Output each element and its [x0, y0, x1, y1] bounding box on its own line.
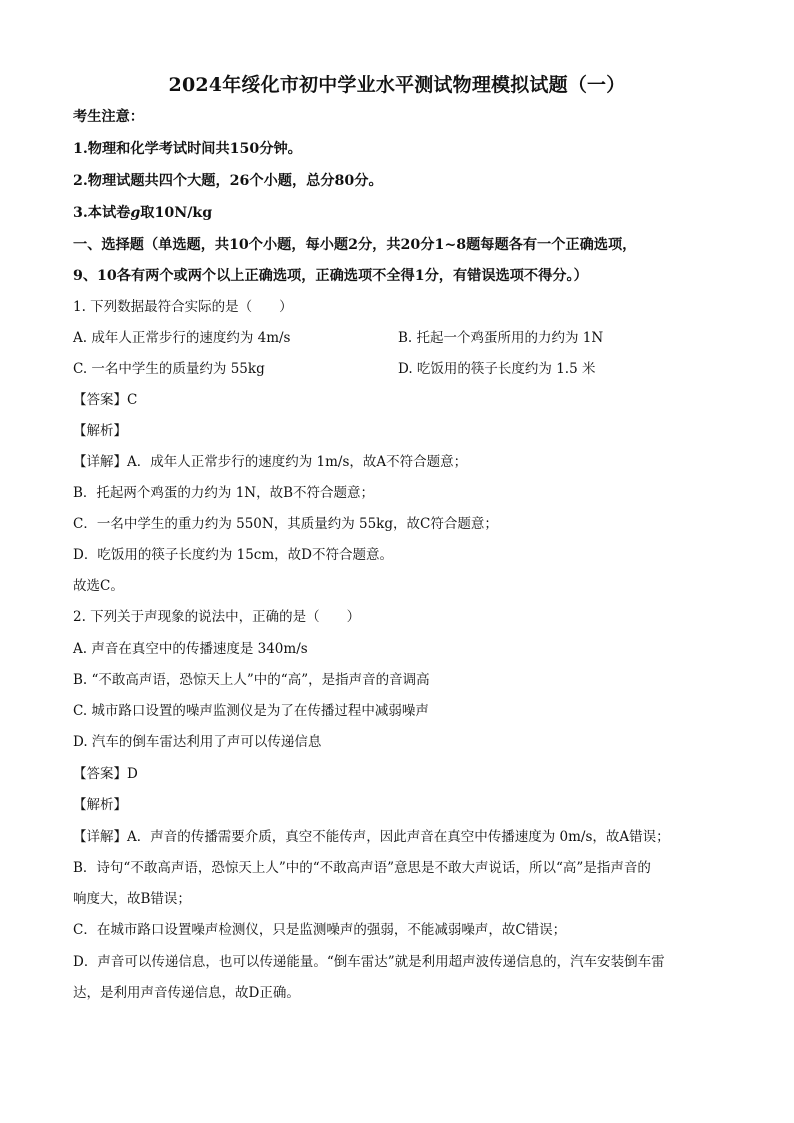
section-heading-line-1: 一、选择题（单选题，共10个小题，每小题2分，共20分1~8题每题各有一个正确选项， [73, 237, 637, 253]
question-2-option-a: A. 声音在真空中的传播速度是 340m/s [73, 641, 308, 657]
question-2-answer: 【答案】D [73, 766, 138, 782]
question-1-conclusion: 故选C。 [73, 578, 124, 594]
question-2-option-c: C. 城市路口设置的噪声监测仪是为了在传播过程中减弱噪声 [73, 703, 429, 719]
question-2-detail-line: 达，是利用声音传递信息，故D正确。 [73, 985, 300, 1001]
question-2-detail-line: 【详解】A．声音的传播需要介质，真空不能传声，因此声音在真空中传播速度为 0m/s，故A错误； [73, 829, 670, 845]
question-2-detail-line: 响度大，故B错误； [73, 891, 191, 907]
question-1-option-b: B. 托起一个鸡蛋所用的力约为 1N [398, 330, 604, 346]
notice-item-2: 2.物理试题共四个大题，26个小题，总分80分。 [73, 173, 383, 189]
question-2-detail-line: B．诗句“不敢高声语，恐惊天上人”中的“不敢高声语”意思是不敢大声说话，所以“高”是指声音的 [73, 860, 651, 876]
question-1-option-d: D. 吃饭用的筷子长度约为 1.5 米 [398, 361, 596, 377]
question-1-stem: 1. 下列数据最符合实际的是（ ） [73, 299, 293, 315]
section-heading-line-2: 9、10各有两个或两个以上正确选项，正确选项不全得1分，有错误选项不得分。） [73, 268, 588, 284]
question-1-detail-line: 【详解】A．成年人正常步行的速度约为 1m/s，故A不符合题意； [73, 454, 468, 470]
notice-item-3 [73, 203, 212, 223]
question-1-answer: 【答案】C [73, 392, 138, 408]
question-2-option-d: D. 汽车的倒车雷达利用了声可以传递信息 [73, 734, 322, 750]
question-1-detail-line: B．托起两个鸡蛋的力约为 1N，故B不符合题意； [73, 485, 375, 501]
notice-heading: 考生注意： [73, 109, 144, 125]
question-1-option-c: C. 一名中学生的质量约为 55kg [73, 361, 265, 377]
question-2-option-b: B. “不敢高声语，恐惊天上人”中的“高”，是指声音的音调高 [73, 672, 430, 688]
question-2-detail-line: D．声音可以传递信息，也可以传递能量。“倒车雷达”就是利用超声波传递信息的，汽车安装倒车雷 [73, 954, 665, 970]
page-title: 2024年绥化市初中学业水平测试物理模拟试题（一） [168, 74, 626, 96]
notice-item-3-prefix: 3.本试卷 [73, 205, 131, 221]
question-1-detail-line: C．一名中学生的重力约为 550N，其质量约为 55kg，故C符合题意； [73, 516, 498, 532]
question-2-analysis-label: 【解析】 [73, 797, 127, 813]
question-2-detail-line: C．在城市路口设置噪声检测仪，只是监测噪声的强弱，不能减弱噪声，故C错误； [73, 922, 567, 938]
question-1-detail-line: D．吃饭用的筷子长度约为 15cm，故D不符合题意。 [73, 547, 393, 563]
question-2-stem: 2. 下列关于声现象的说法中，正确的是（ ） [73, 609, 361, 625]
notice-item-3-variable: g [130, 205, 141, 221]
notice-item-1: 1.物理和化学考试时间共150分钟。 [73, 141, 302, 157]
notice-item-3-suffix: 取10N/kg [140, 205, 213, 221]
question-1-analysis-label: 【解析】 [73, 423, 127, 439]
question-1-option-a: A. 成年人正常步行的速度约为 4m/s [73, 330, 291, 346]
